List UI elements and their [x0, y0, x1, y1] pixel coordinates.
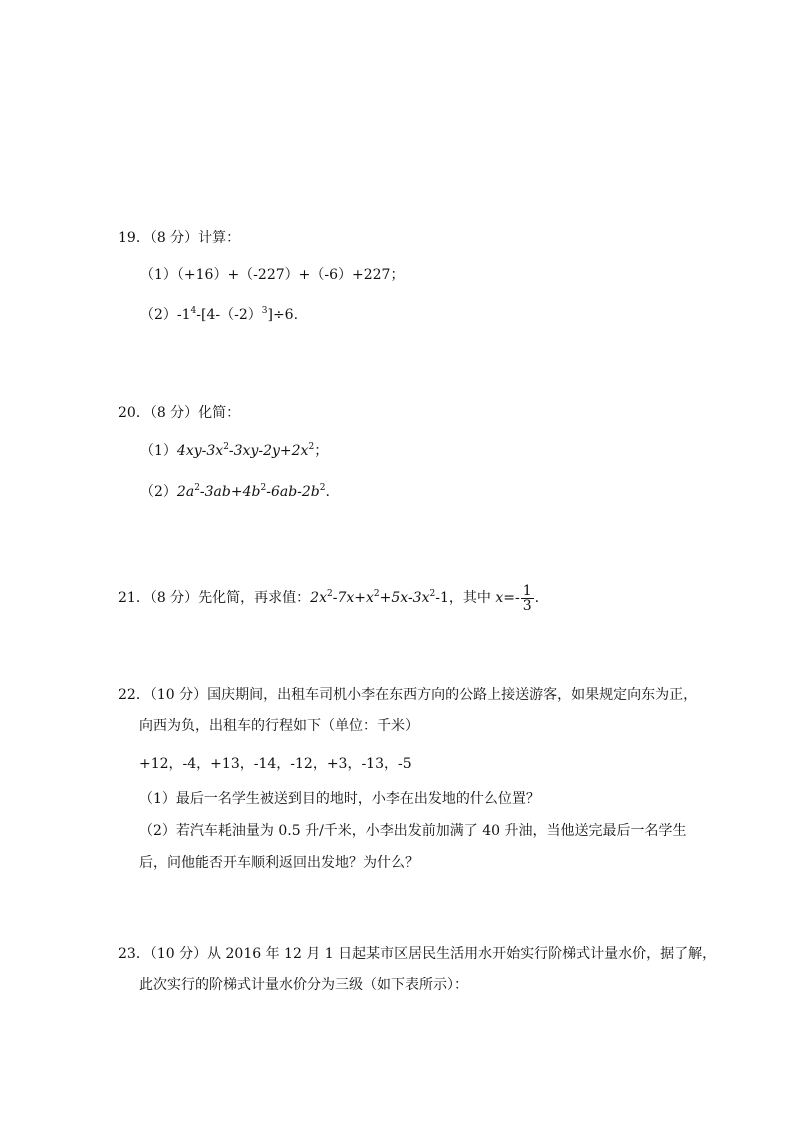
q21-variable: x [495, 590, 504, 606]
q20-heading: 20．（8 分）化简： [118, 405, 241, 421]
q21-term6: -1，其中 [435, 590, 496, 606]
q20-part1-term4: -2y [258, 443, 280, 459]
q20-part2-exp1: 2 [194, 483, 200, 493]
q21-term3: +x [354, 590, 374, 606]
q19-part2 [140, 306, 298, 326]
q20-part2-term5: -2b [297, 484, 320, 500]
q20-part2-term3: +4b [230, 484, 261, 500]
q21-term5: -3x [407, 590, 430, 606]
q20-part1-term3: -3xy [228, 443, 259, 459]
q20-part2-exp2: 2 [260, 483, 267, 493]
q19-part2-b: -[4-（-2） [196, 307, 262, 323]
q21-term4: +5x [379, 590, 408, 606]
q22-data: +12，-4，+13，-14，-12，+3，-13，-5 [139, 756, 412, 772]
q19-part1: （1）（+16）+（-227）+（-6）+227； [140, 267, 405, 283]
q20-part1-term2: -3x [201, 443, 224, 459]
q21-exp1: 2 [326, 589, 333, 599]
q20-part1-exp1: 2 [223, 442, 229, 452]
q20-part2-exp3: 2 [319, 483, 326, 493]
q22-part1: （1）最后一名学生被送到目的地时，小李在出发地的什么位置？ [139, 791, 540, 807]
q20-part1-label: （1） [140, 443, 177, 459]
q22-line1: 22．（10 分）国庆期间，出租车司机小李在东西方向的公路上接送游客，如果规定向东为正， [118, 687, 698, 703]
q21-fraction-numerator: 1 [522, 582, 532, 599]
q20-part2-term1: 2a [176, 484, 195, 500]
q20-part1-term1: 4xy [176, 443, 202, 459]
q22-part2-line2: 后，问他能否开车顺利返回出发地？为什么？ [139, 855, 419, 871]
q21-term1: 2x [310, 590, 327, 606]
q20-part1-term5: +2x [279, 443, 309, 459]
q20-part1 [140, 442, 328, 462]
q21-fraction [521, 584, 534, 613]
q20-part2-term4: -6ab [266, 484, 298, 500]
q21-heading: 21．（8 分）先化简，再求值： [118, 590, 311, 606]
q21-term2: -7x [332, 590, 355, 606]
q21-exp3: 2 [429, 589, 436, 599]
q19-heading: 19．（8 分）计算： [118, 230, 241, 246]
q23-line2: 此次实行的阶梯式计量水价分为三级（如下表所示）： [139, 977, 468, 993]
q23-line1: 23．（10 分）从 2016 年 12 月 1 日起某市区居民生活用水开始实行阶梯式计量水价，据了解， [118, 946, 717, 962]
q19-part2-exp1: 4 [190, 306, 197, 316]
q21-line [118, 582, 539, 616]
q21-end: . [534, 590, 540, 606]
q20-part1-exp2: 2 [308, 442, 315, 452]
q20-part2-label: （2） [140, 484, 177, 500]
q22-part2-line1: （2）若汽车耗油量为 0.5 升/千米，小李出发前加满了 40 升油，当他送完最后一名学生 [139, 823, 687, 839]
q20-part2 [140, 483, 330, 503]
q19-part2-exp2: 3 [261, 306, 268, 316]
q20-part1-end: ； [314, 443, 329, 459]
q20-part2-term2: -3ab [199, 484, 231, 500]
q21-exp2: 2 [373, 589, 380, 599]
q19-part2-c: ]÷6. [267, 307, 299, 323]
q22-line2: 向西为负，出租车的行程如下（单位：千米） [139, 718, 419, 734]
q21-fraction-denominator: 3 [522, 597, 532, 614]
q21-equals: =- [503, 590, 520, 606]
q20-part2-end: . [325, 484, 330, 500]
q19-part2-a: （2）-1 [140, 307, 191, 323]
